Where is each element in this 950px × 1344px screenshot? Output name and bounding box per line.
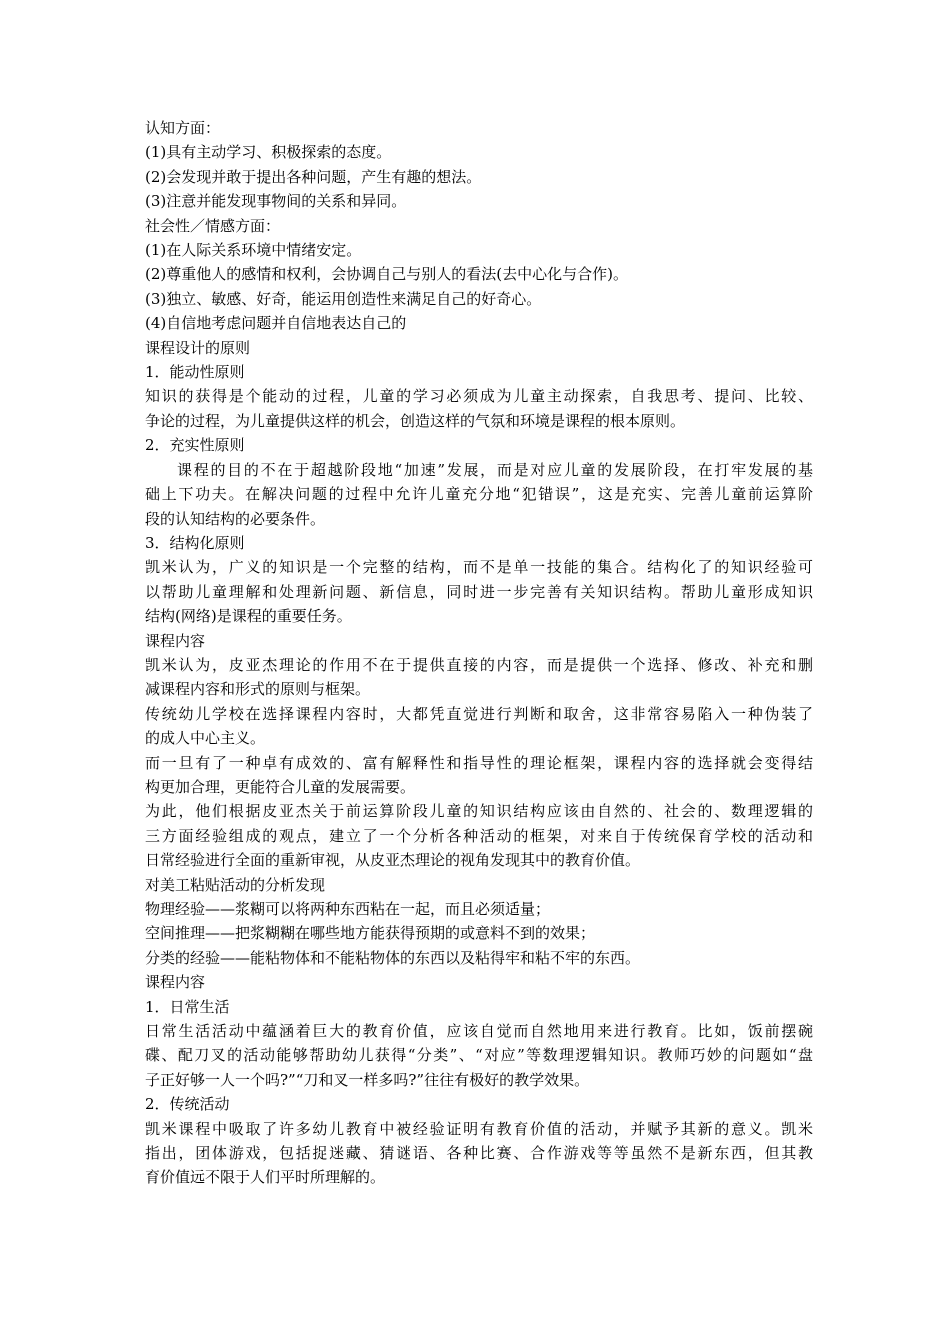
text-line: 的成人中心主义。 [145, 729, 266, 748]
text-line: 对美工粘贴活动的分析发现 [145, 875, 326, 894]
text-line: 日常经验进行全面的重新审视，从皮亚杰理论的视角发现其中的教育价值。 [145, 851, 641, 870]
text-line: (3)独立、敏感、好奇，能运用创造性来满足自己的好奇心。 [145, 289, 542, 308]
text-line: (2)会发现并敢于提出各种问题，产生有趣的想法。 [145, 167, 482, 186]
text-line: (3)注意并能发现事物间的关系和异同。 [145, 192, 407, 211]
text-line: 认知方面： [145, 119, 221, 137]
text-line: 凯米课程中吸取了许多幼儿教育中被经验证明有教育价值的活动，并赋予其新的意义。凯米 [145, 1119, 813, 1138]
text-line: 分类的经验——能粘物体和不能粘物体的东西以及粘得牢和粘不牢的东西。 [145, 948, 641, 967]
text-line: 凯米认为，广义的知识是一个完整的结构，而不是单一技能的集合。结构化了的知识经验可 [145, 558, 813, 577]
text-line: 课程设计的原则 [145, 338, 251, 357]
text-line: 段的认知结构的必要条件。 [145, 509, 326, 528]
text-line: 2．充实性原则 [145, 436, 245, 455]
text-line: (2)尊重他人的感情和权利，会协调自己与别人的看法(去中心化与合作)。 [145, 265, 628, 284]
text-line: 指出，团体游戏，包括捉迷藏、猜谜语、各种比赛、合作游戏等等虽然不是新东西，但其教 [145, 1144, 813, 1163]
text-line: 3．结构化原则 [145, 533, 245, 552]
text-line: 构更加合理，更能符合儿童的发展需要。 [145, 777, 416, 796]
text-line: 课程内容 [145, 973, 206, 992]
document-body [145, 116, 813, 1190]
text-line: 碟、配刀叉的活动能够帮助幼儿获得“分类”、“对应”等数理逻辑知识。教师巧妙的问题如“盘 [145, 1046, 813, 1065]
text-line: (1)具有主动学习、积极探索的态度。 [145, 143, 392, 162]
text-line: 争论的过程，为儿童提供这样的机会，创造这样的气氛和环境是课程的根本原则。 [145, 411, 686, 430]
text-line: 减课程内容和形式的原则与框架。 [145, 680, 371, 699]
text-line: 以帮助儿童理解和处理新问题、新信息，同时进一步完善有关知识结构。帮助儿童形成知识 [145, 582, 813, 601]
text-line: 课程的目的不在于超越阶段地“加速”发展，而是对应儿童的发展阶段，在打牢发展的基 [177, 460, 813, 479]
text-line: 结构(网络)是课程的重要任务。 [145, 607, 352, 626]
text-line: (4)自信地考虑问题并自信地表达自己的 [145, 314, 407, 333]
text-line: 物理经验——浆糊可以将两种东西粘在一起，而且必须适量； [145, 900, 551, 918]
text-line: 而一旦有了一种卓有成效的、富有解释性和指导性的理论框架，课程内容的选择就会变得结 [145, 753, 813, 772]
text-line: 知识的获得是个能动的过程，儿童的学习必须成为儿童主动探索，自我思考、提问、比较、 [145, 387, 813, 406]
text-line: 育价值远不限于人们平时所理解的。 [145, 1168, 386, 1187]
text-line: 三方面经验组成的观点，建立了一个分析各种活动的框架，对来自于传统保育学校的活动和 [145, 826, 813, 845]
text-line: 础上下功夫。在解决问题的过程中允许儿童充分地“犯错误”，这是充实、完善儿童前运算阶 [145, 485, 813, 504]
text-line: 为此，他们根据皮亚杰关于前运算阶段儿童的知识结构应该由自然的、社会的、数理逻辑的 [145, 802, 813, 821]
text-line: 日常生活活动中蕴涵着巨大的教育价值，应该自觉而自然地用来进行教育。比如，饭前摆碗 [145, 1022, 813, 1041]
text-line: 社会性／情感方面： [145, 216, 281, 235]
text-line: 传统幼儿学校在选择课程内容时，大都凭直觉进行判断和取舍，这非常容易陷入一种伪装了 [145, 704, 813, 723]
text-line: 1．能动性原则 [145, 363, 245, 382]
text-line: (1)在人际关系环境中情绪安定。 [145, 241, 362, 260]
text-line: 1．日常生活 [145, 997, 230, 1016]
text-line: 凯米认为，皮亚杰理论的作用不在于提供直接的内容，而是提供一个选择、修改、补充和删 [145, 655, 813, 674]
text-line: 空间推理——把浆糊糊在哪些地方能获得预期的或意料不到的效果； [145, 924, 596, 943]
text-line: 2．传统活动 [145, 1095, 230, 1114]
text-line: 子正好够一人一个吗?”“刀和叉一样多吗?”往往有极好的教学效果。 [145, 1070, 590, 1089]
text-line: 课程内容 [145, 631, 206, 650]
